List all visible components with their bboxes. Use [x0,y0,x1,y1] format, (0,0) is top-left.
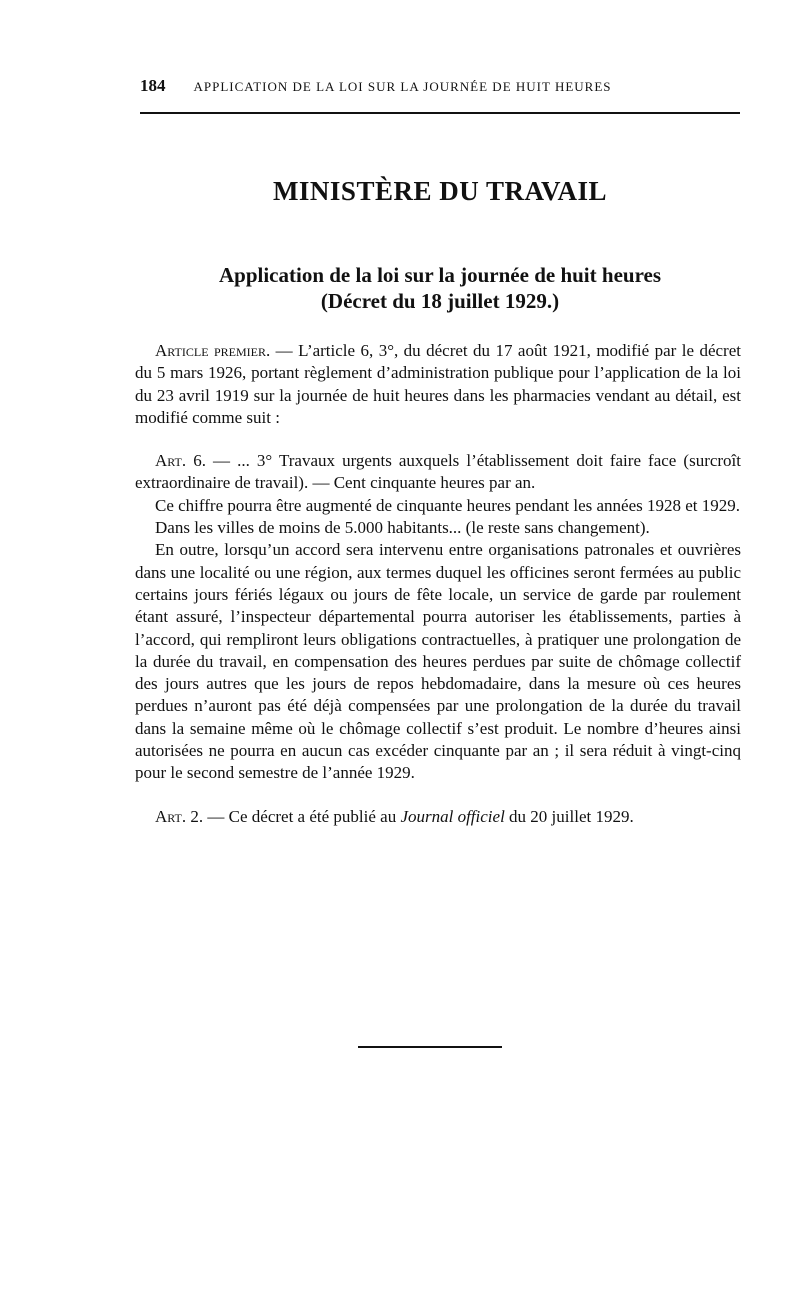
article-2-text-after: du 20 juillet 1929. [504,806,634,826]
decree-body [135,340,741,828]
article-2-label: Art. 2. [155,806,204,826]
article-6 [135,450,741,495]
article-6-paragraph-2: Ce chiffre pourra être augmenté de cinquante heures pendant les années 1928 et 1929. [155,495,741,515]
running-header [140,76,740,96]
running-title: APPLICATION DE LA LOI SUR LA JOURNÉE DE HUIT HEURES [193,79,612,94]
article-premier-label: Article premier. [155,341,271,360]
article-6-text: — ... 3° Travaux urgents auxquels l’établissement doit faire face (surcroît extraordinaire de travail). — Cent cinquante heures par an. [135,451,742,493]
page-number: 184 [140,76,166,95]
ministry-title: MINISTÈRE DU TRAVAIL [272,176,608,206]
header-rule [140,112,740,114]
journal-officiel: Journal officiel [400,806,505,826]
article-premier-text: — L’article 6, 3°, du décret du 17 août 1921, modifié par le décret du 5 mars 1926, portant règlement d’administration publique pour l’application de la loi du 23 avril 1919 sur la journée de huit heures dans les pharmacies vendant au détail, est modifié comme suit : [135,341,741,427]
closing-rule [358,1046,502,1048]
subtitle-line-2: (Décret du 18 juillet 1929.) [320,289,560,313]
article-6-label: Art. 6. [155,451,206,471]
article-6-paragraph-4: En outre, lorsqu’un accord sera intervenu entre organisations patronales et ouvrières dans une localité ou une région, aux termes duquel les officines seront fermées au public certains jours fériés légaux ou jours de fête locale, un service de garde par roulement étant assuré, l’inspecteur départemental pourra autoriser les établissements, parties à l’accord, qui rempliront leurs obligations contractuelles, à pratiquer une prolongation de la durée du travail, en compensation des heures perdues par suite de chômage collectif des jours autres que les jours de repos hebdomadaire, dans la mesure où ces heures perdues n’auront pas été déjà compensées par une prolongation de la durée du travail dans la semaine même où le chômage collectif s’est produit. Le nombre d’heures ainsi autorisées ne pourra en aucun cas excéder cinquante par an ; il sera réduit à vingt-cinq pour le second semestre de l’année 1929. [135,540,741,783]
decree-subtitle [140,262,740,314]
subtitle-line-1: Application de la loi sur la journée de huit heures [218,263,661,287]
article-premier [135,340,741,429]
article-2 [135,806,741,828]
article-2-text-before: — Ce décret a été publié au [203,806,401,826]
article-6-paragraph-3: Dans les villes de moins de 5.000 habitants... (le reste sans changement). [155,518,650,538]
